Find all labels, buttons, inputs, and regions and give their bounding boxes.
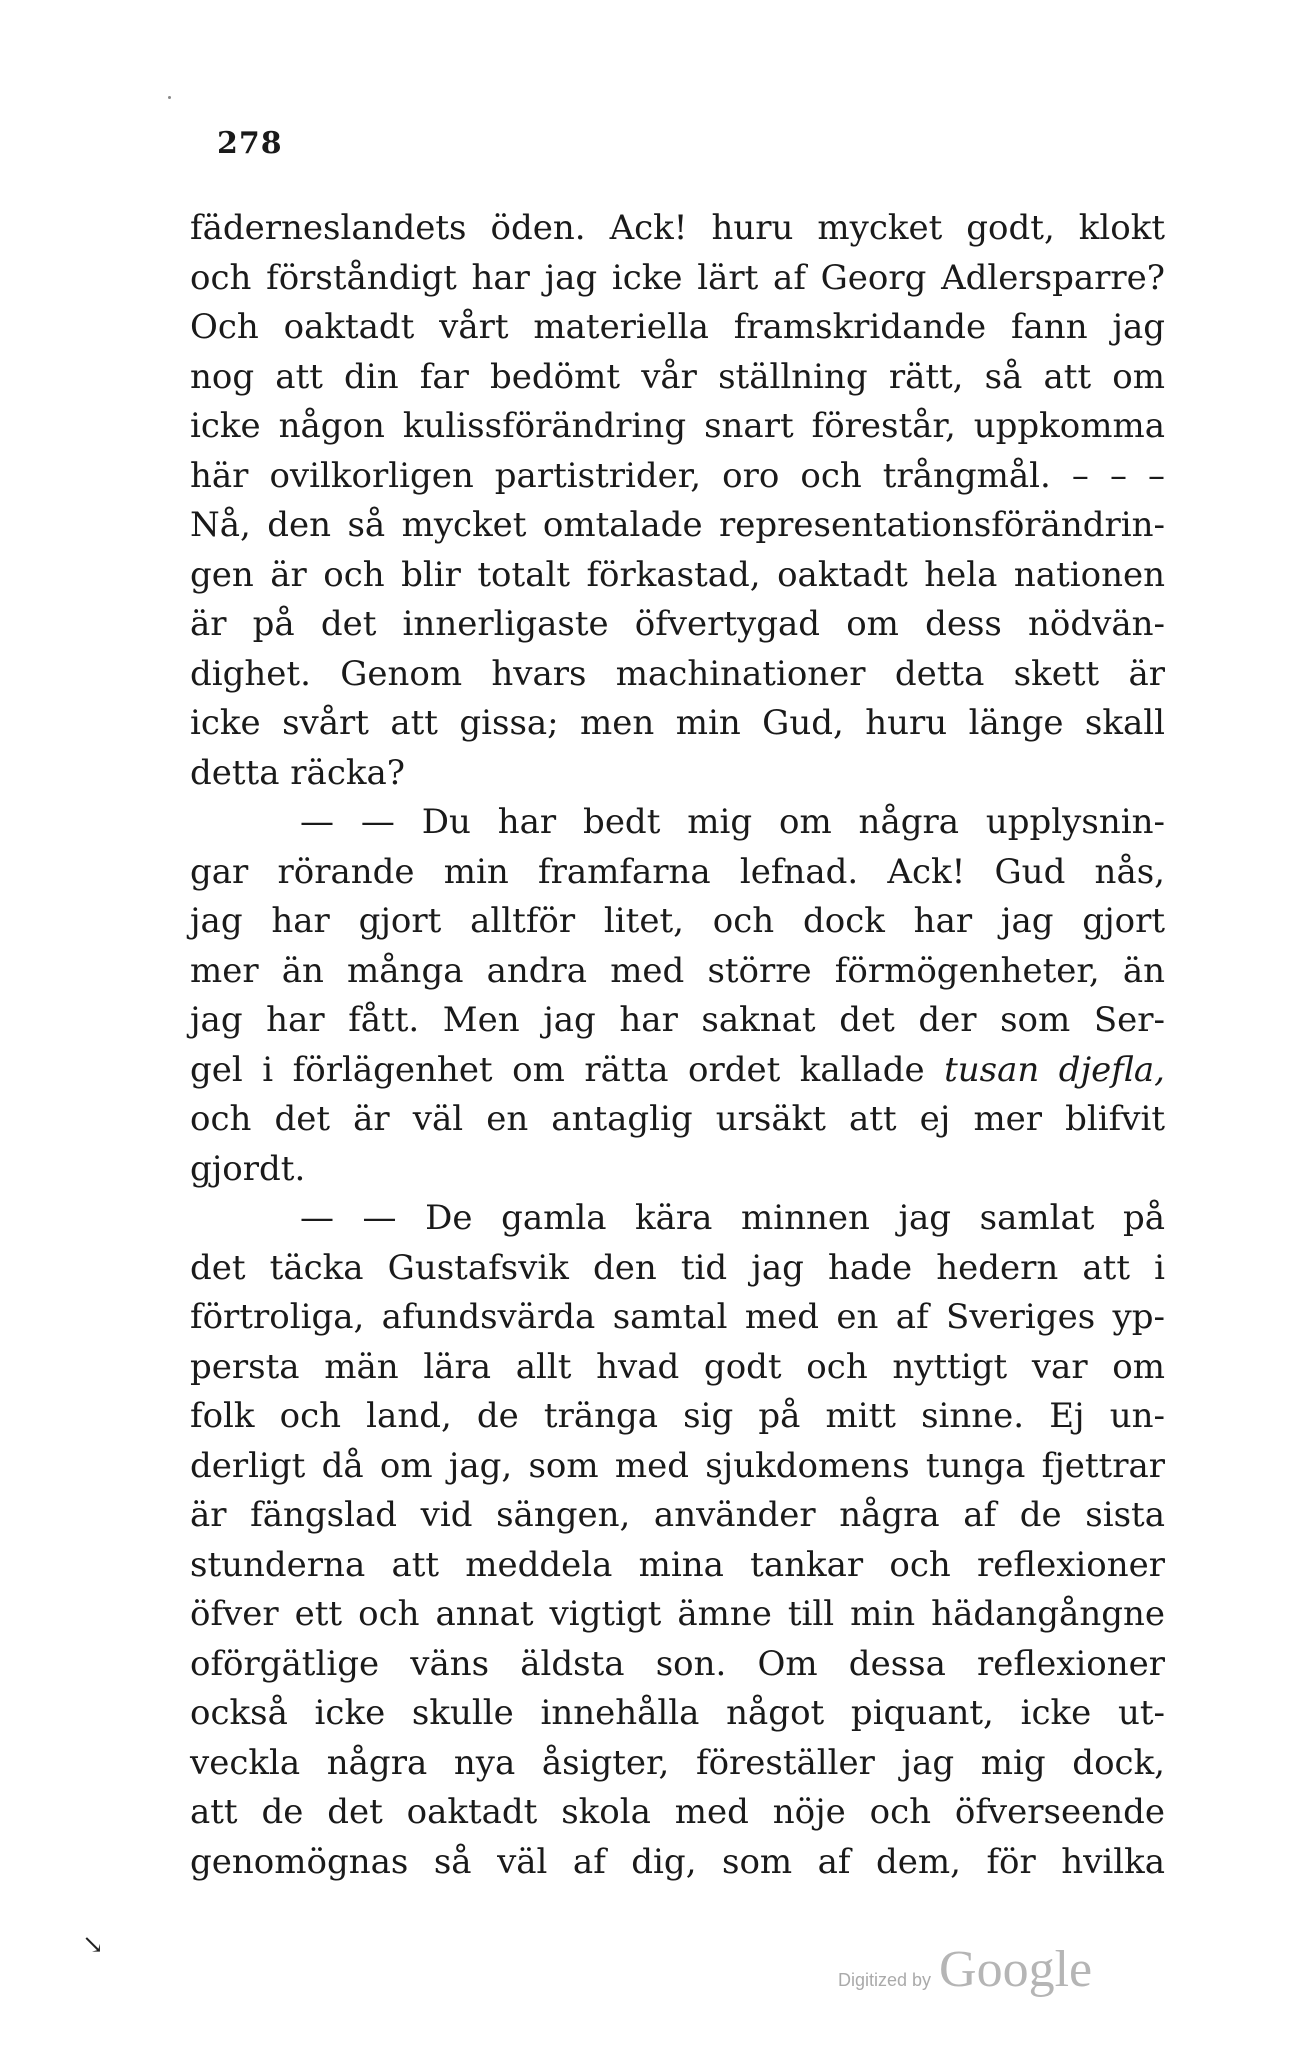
text-line: — — De gamla kära minnen jag samlat på xyxy=(300,1198,1165,1238)
text-line: fäderneslandets öden. Ack! huru mycket godt, klokt xyxy=(190,208,1165,248)
body-text xyxy=(190,204,1165,1887)
text-line: gen är och blir totalt förkastad, oaktadt hela nationen xyxy=(190,554,1165,595)
text-line: och det är väl en antaglig ursäkt att ej mer blifvit xyxy=(190,1099,1165,1139)
text-line: gar rörande min framfarna lefnad. Ack! Gud nås, xyxy=(190,851,1165,892)
text-line-with-italic xyxy=(190,1046,1165,1096)
text-line: jag har fått. Men jag har saknat det der som Ser- xyxy=(190,1000,1165,1040)
text-line: det täcka Gustafsvik den tid jag hade hedern att i xyxy=(190,1247,1165,1288)
text-line: detta räcka? xyxy=(190,752,405,793)
text-line: här ovilkorligen partistrider, oro och trångmål. – – – xyxy=(190,455,1165,496)
text-line: är på det innerligaste öfvertygad om dess nödvän- xyxy=(190,604,1165,644)
text-line: dighet. Genom hvars machinationer detta skett är xyxy=(190,653,1165,694)
text-line: jag har gjort alltför litet, och dock har jag gjort xyxy=(190,901,1165,941)
text-line: och förståndigt har jag icke lärt af Georg Adlersparre? xyxy=(190,257,1165,298)
text-line: Nå, den så mycket omtalade representationsförändrin- xyxy=(190,505,1165,545)
text-line: folk och land, de tränga sig på mitt sinne. Ej un- xyxy=(190,1396,1165,1436)
speck xyxy=(168,96,171,99)
margin-mark-icon: ↘ xyxy=(82,1930,104,1960)
google-logo: Google xyxy=(939,1941,1093,1998)
page-number: 278 xyxy=(217,126,283,161)
text-line: gjordt. xyxy=(190,1148,306,1189)
digitized-watermark xyxy=(838,1940,1092,1999)
text-line: oförgätlige väns äldsta son. Om dessa reflexioner xyxy=(190,1643,1165,1684)
digitized-label: Digitized by xyxy=(838,1970,932,1990)
text-line: persta män lära allt hvad godt och nyttigt var om xyxy=(190,1346,1165,1387)
text-line: att de det oaktadt skola med nöje och öfverseende xyxy=(190,1792,1165,1832)
text-line: Och oaktadt vårt materiella framskridande fann jag xyxy=(190,307,1165,347)
text-line: veckla några nya åsigter, föreställer jag mig dock, xyxy=(190,1742,1165,1783)
text-line: — — Du har bedt mig om några upplysnin- xyxy=(300,802,1165,842)
text-line: genomögnas så väl af dig, som af dem, för hvilka xyxy=(190,1841,1165,1882)
text-line: nog att din far bedömt vår ställning rätt, så att om xyxy=(190,356,1165,397)
text-line: förtroliga, afundsvärda samtal med en af Sveriges yp- xyxy=(190,1297,1165,1337)
text-line: derligt då om jag, som med sjukdomens tunga fjettrar xyxy=(190,1445,1165,1486)
text-line: också icke skulle innehålla något piquant, icke ut- xyxy=(190,1693,1165,1733)
text-line: stunderna att meddela mina tankar och reflexioner xyxy=(190,1544,1165,1585)
text-line: öfver ett och annat vigtigt ämne till min hädangångne xyxy=(190,1594,1165,1634)
text-line: mer än många andra med större förmögenheter, än xyxy=(190,950,1165,991)
text-line: icke någon kulissförändring snart förestår, uppkomma xyxy=(190,406,1165,446)
text-line: icke svårt att gissa; men min Gud, huru länge skall xyxy=(190,703,1165,743)
text-line: är fängslad vid sängen, använder några af de sista xyxy=(190,1495,1165,1535)
italic-phrase: tusan djefla, xyxy=(944,1049,1165,1090)
line-text: gel i förlägenhet om rätta ordet kallade xyxy=(190,1049,925,1090)
